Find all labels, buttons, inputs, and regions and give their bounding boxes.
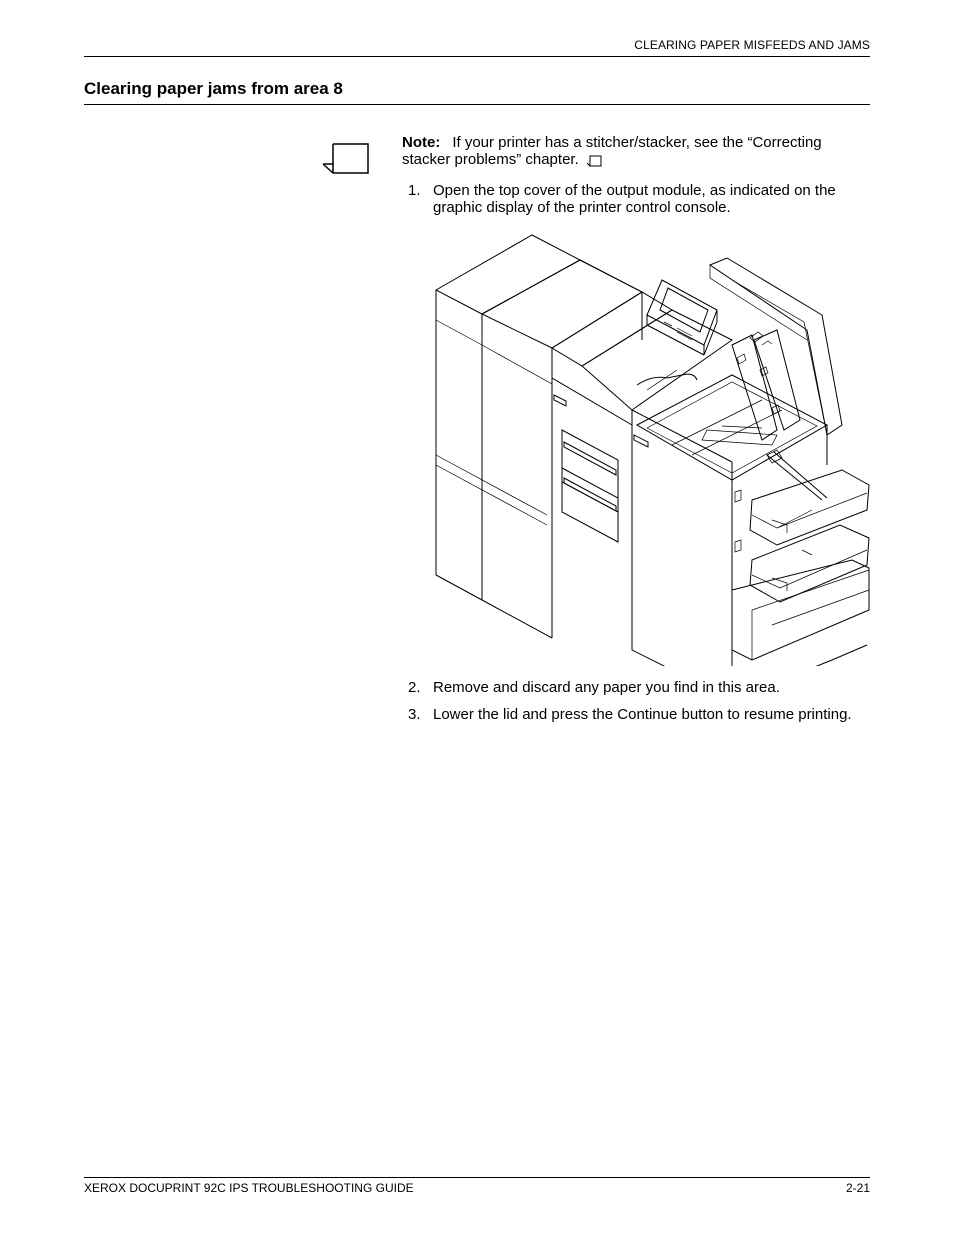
note-label: Note: xyxy=(402,134,441,151)
header-rule xyxy=(84,56,870,57)
step-text: Lower the lid and press the Continue button to resume printing. xyxy=(433,706,852,723)
step-3 xyxy=(402,706,872,723)
section-title: Clearing paper jams from area 8 xyxy=(84,79,343,98)
step-text: Open the top cover of the output module, as indicated on the graphic display of the printer control console. xyxy=(433,182,836,216)
note-icon xyxy=(321,142,371,176)
step-number: 1. xyxy=(408,182,421,199)
footer-rule xyxy=(84,1177,870,1178)
footer-guide-title: XEROX DOCUPRINT 92C IPS TROUBLESHOOTING GUIDE xyxy=(84,1181,414,1195)
step-1 xyxy=(402,182,872,216)
printer-output-module-illustration xyxy=(432,230,872,666)
step-text: Remove and discard any paper you find in this area. xyxy=(433,679,780,696)
section-rule xyxy=(84,104,870,105)
end-of-note-icon xyxy=(587,155,602,167)
note-text: If your printer has a stitcher/stacker, see the “Correcting stacker problems” chapter. xyxy=(402,134,822,168)
step-number: 3. xyxy=(408,706,421,723)
footer-page-number: 2-21 xyxy=(845,1181,870,1195)
step-number: 2. xyxy=(408,679,421,696)
running-head: CLEARING PAPER MISFEEDS AND JAMS xyxy=(634,38,870,52)
step-2 xyxy=(402,679,872,696)
note-block xyxy=(402,134,872,168)
